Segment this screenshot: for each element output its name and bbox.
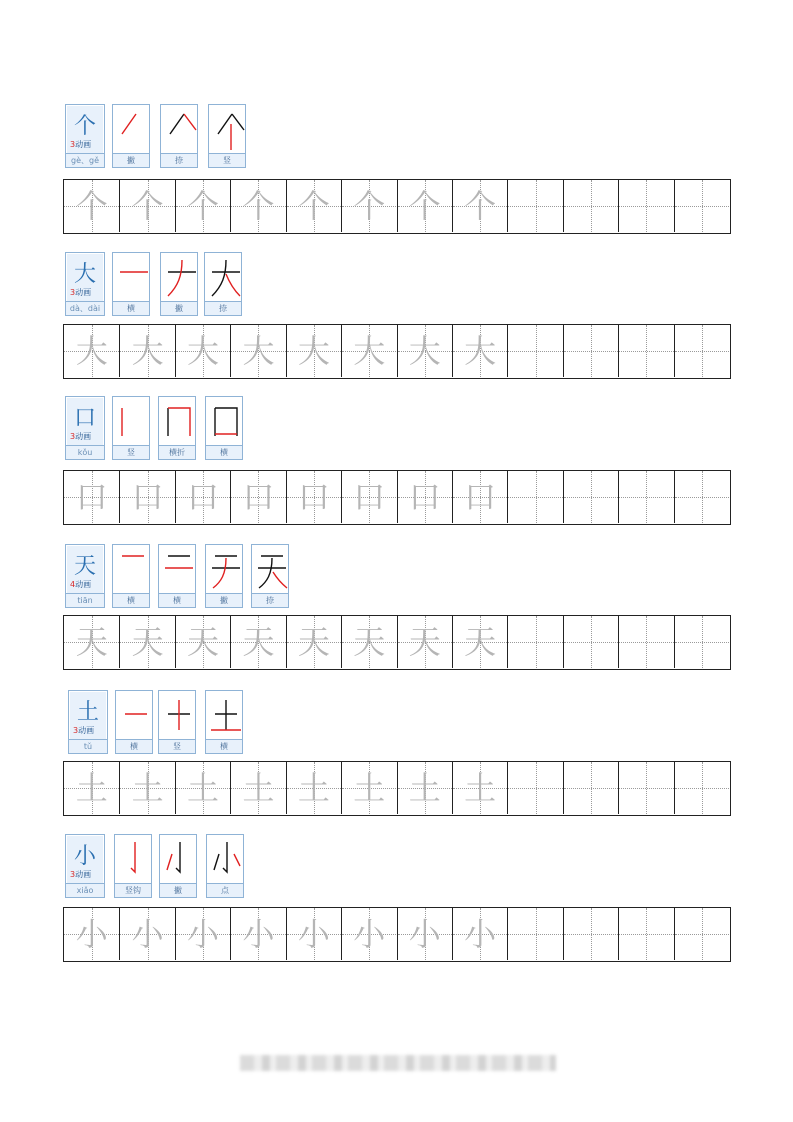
dotted-guide-vertical: [646, 762, 647, 814]
trace-character: 小: [75, 915, 108, 953]
practice-grid: [63, 470, 731, 525]
tracing-cell[interactable]: [452, 908, 507, 960]
blank-practice-cell[interactable]: [563, 908, 618, 960]
tracing-cell[interactable]: [341, 180, 396, 232]
dotted-guide-vertical: [536, 471, 537, 523]
tracing-cell[interactable]: [341, 762, 396, 814]
stroke-step-card: [112, 396, 150, 460]
trace-character: 小: [408, 915, 441, 953]
trace-character: 个: [297, 187, 330, 225]
previous-stroke: [170, 114, 184, 134]
blank-practice-cell[interactable]: [618, 471, 673, 523]
character-card[interactable]: [65, 252, 105, 316]
stroke-drawing: [210, 106, 246, 152]
trace-character: 大: [242, 332, 275, 370]
practice-grid: [63, 615, 731, 670]
tracing-cell[interactable]: [286, 325, 341, 377]
character-glyph: 小: [73, 844, 96, 869]
blank-practice-cell[interactable]: [563, 325, 618, 377]
blank-practice-cell[interactable]: [563, 762, 618, 814]
current-stroke: [122, 114, 136, 134]
trace-character: 个: [408, 187, 441, 225]
stroke-drawing: [114, 546, 150, 592]
previous-stroke: [223, 842, 227, 872]
stroke-drawing: [114, 106, 150, 152]
trace-character: 土: [187, 769, 220, 807]
stroke-drawing: [207, 546, 243, 592]
tracing-cell[interactable]: [397, 180, 452, 232]
blank-practice-cell[interactable]: [507, 471, 562, 523]
current-stroke: [226, 274, 240, 296]
tracing-cell[interactable]: [175, 616, 230, 668]
current-stroke: [168, 408, 190, 436]
tracing-cell[interactable]: [119, 616, 174, 668]
stroke-diagram: [162, 254, 196, 302]
previous-stroke: [215, 408, 237, 436]
stroke-diagram: [117, 692, 151, 740]
trace-character: 天: [75, 623, 108, 661]
tracing-cell[interactable]: [452, 471, 507, 523]
stroke-drawing: [253, 546, 289, 592]
stroke-drawing: [162, 106, 198, 152]
trace-character: 口: [242, 478, 275, 516]
tracing-cell[interactable]: [397, 471, 452, 523]
animation-label: 动画: [75, 288, 92, 297]
blank-practice-cell[interactable]: [507, 616, 562, 668]
tracing-cell[interactable]: [230, 616, 285, 668]
tracing-cell[interactable]: [341, 616, 396, 668]
blank-practice-cell[interactable]: [674, 180, 729, 232]
dotted-guide-vertical: [536, 325, 537, 377]
stroke-step-card: [205, 544, 243, 608]
pinyin-label: tǔ: [69, 739, 107, 753]
blank-practice-cell[interactable]: [507, 908, 562, 960]
tracing-cell[interactable]: [230, 325, 285, 377]
tracing-cell[interactable]: [64, 762, 119, 814]
blank-practice-cell[interactable]: [618, 908, 673, 960]
stroke-animation-link[interactable]: [73, 725, 94, 736]
trace-character: 天: [131, 623, 164, 661]
trace-character: 口: [353, 478, 386, 516]
stroke-step-card: [208, 104, 246, 168]
stroke-diagram: [114, 254, 148, 302]
character-box: [67, 398, 103, 446]
character-box: [67, 254, 103, 302]
tracing-cell[interactable]: [341, 325, 396, 377]
dotted-guide-vertical: [702, 762, 703, 814]
tracing-cell[interactable]: [175, 762, 230, 814]
practice-grid: [63, 179, 731, 234]
trace-character: 大: [131, 332, 164, 370]
trace-character: 大: [464, 332, 497, 370]
tracing-cell[interactable]: [175, 325, 230, 377]
animation-label: 动画: [78, 726, 95, 735]
stroke-diagram: [114, 106, 148, 154]
pinyin-label: tiān: [66, 593, 104, 607]
dotted-guide-vertical: [702, 908, 703, 960]
tracing-cell[interactable]: [230, 762, 285, 814]
stroke-name: 捺: [161, 153, 197, 167]
stroke-diagram: [160, 398, 194, 446]
pinyin-label: kǒu: [66, 445, 104, 459]
stroke-step-card: [159, 834, 197, 898]
stroke-diagram: [116, 836, 150, 884]
blank-practice-cell[interactable]: [507, 762, 562, 814]
dotted-guide-vertical: [591, 180, 592, 232]
character-card[interactable]: [65, 834, 105, 898]
stroke-name: 捺: [205, 301, 241, 315]
trace-character: 土: [408, 769, 441, 807]
tracing-cell[interactable]: [397, 762, 452, 814]
tracing-cell[interactable]: [452, 180, 507, 232]
stroke-name: 横: [113, 301, 149, 315]
stroke-step-card: [158, 396, 196, 460]
tracing-cell[interactable]: [175, 471, 230, 523]
stroke-step-card: [160, 104, 198, 168]
trace-character: 个: [353, 187, 386, 225]
blank-practice-cell[interactable]: [618, 762, 673, 814]
stroke-name: 横: [159, 593, 195, 607]
dotted-guide-vertical: [591, 762, 592, 814]
trace-character: 天: [353, 623, 386, 661]
stroke-diagram: [162, 106, 196, 154]
tracing-cell[interactable]: [286, 180, 341, 232]
stroke-drawing: [117, 692, 153, 738]
stroke-animation-link[interactable]: [70, 431, 91, 442]
tracing-cell[interactable]: [119, 325, 174, 377]
tracing-cell[interactable]: [286, 908, 341, 960]
dotted-guide-vertical: [646, 908, 647, 960]
dotted-guide-vertical: [591, 325, 592, 377]
stroke-diagram: [114, 398, 148, 446]
stroke-step-card: [160, 252, 198, 316]
dotted-guide-vertical: [536, 762, 537, 814]
tracing-cell[interactable]: [64, 180, 119, 232]
stroke-step-card: [112, 544, 150, 608]
character-glyph: 土: [76, 700, 99, 725]
stroke-name: 撇: [160, 883, 196, 897]
tracing-cell[interactable]: [341, 908, 396, 960]
trace-character: 口: [131, 478, 164, 516]
stroke-diagram: [253, 546, 287, 594]
tracing-cell[interactable]: [64, 616, 119, 668]
dotted-guide-vertical: [646, 471, 647, 523]
stroke-name: 横: [206, 445, 242, 459]
previous-stroke: [259, 558, 272, 588]
dotted-guide-vertical: [702, 471, 703, 523]
stroke-step-card: [205, 396, 243, 460]
stroke-step-card: [112, 104, 150, 168]
stroke-step-card: [158, 690, 196, 754]
current-stroke: [273, 572, 287, 588]
stroke-drawing: [160, 692, 196, 738]
tracing-cell[interactable]: [397, 616, 452, 668]
trace-character: 大: [75, 332, 108, 370]
stroke-diagram: [208, 836, 242, 884]
stroke-drawing: [114, 254, 150, 300]
dotted-guide-vertical: [591, 471, 592, 523]
blank-practice-cell[interactable]: [618, 180, 673, 232]
stroke-count: 3: [73, 726, 79, 735]
current-stroke: [234, 854, 240, 866]
blank-practice-cell[interactable]: [563, 471, 618, 523]
trace-character: 土: [353, 769, 386, 807]
trace-character: 小: [297, 915, 330, 953]
dotted-guide-vertical: [646, 616, 647, 668]
stroke-name: 撇: [161, 301, 197, 315]
practice-grid: [63, 324, 731, 379]
blank-practice-cell[interactable]: [563, 180, 618, 232]
trace-character: 口: [408, 478, 441, 516]
stroke-name: 横: [116, 739, 152, 753]
character-card[interactable]: [68, 690, 108, 754]
character-box: [70, 692, 106, 740]
trace-character: 大: [408, 332, 441, 370]
blurred-footer-watermark: [240, 1055, 556, 1071]
character-card[interactable]: [65, 104, 105, 168]
character-card[interactable]: [65, 544, 105, 608]
stroke-animation-link[interactable]: [70, 139, 91, 150]
animation-label: 动画: [75, 432, 92, 441]
tracing-cell[interactable]: [230, 471, 285, 523]
stroke-step-card: [205, 690, 243, 754]
trace-character: 大: [187, 332, 220, 370]
tracing-cell[interactable]: [341, 471, 396, 523]
trace-character: 口: [75, 478, 108, 516]
trace-character: 小: [187, 915, 220, 953]
animation-label: 动画: [75, 140, 92, 149]
tracing-cell[interactable]: [452, 325, 507, 377]
stroke-animation-link[interactable]: [70, 869, 91, 880]
stroke-drawing: [114, 398, 150, 444]
stroke-name: 撇: [113, 153, 149, 167]
stroke-count: 3: [70, 140, 76, 149]
tracing-cell[interactable]: [286, 616, 341, 668]
dotted-guide-vertical: [702, 616, 703, 668]
tracing-cell[interactable]: [64, 325, 119, 377]
stroke-count: 3: [70, 432, 76, 441]
trace-character: 天: [408, 623, 441, 661]
tracing-cell[interactable]: [397, 908, 452, 960]
stroke-name: 竖: [113, 445, 149, 459]
stroke-diagram: [207, 692, 241, 740]
blank-practice-cell[interactable]: [507, 180, 562, 232]
tracing-cell[interactable]: [286, 471, 341, 523]
stroke-count: 3: [70, 870, 76, 879]
trace-character: 个: [75, 187, 108, 225]
trace-character: 个: [242, 187, 275, 225]
dotted-guide-vertical: [702, 180, 703, 232]
stroke-diagram: [161, 836, 195, 884]
dotted-guide-vertical: [536, 180, 537, 232]
trace-character: 天: [242, 623, 275, 661]
blank-practice-cell[interactable]: [507, 325, 562, 377]
trace-character: 天: [297, 623, 330, 661]
stroke-diagram: [206, 254, 240, 302]
dotted-guide-vertical: [591, 616, 592, 668]
previous-stroke: [214, 854, 219, 870]
trace-character: 小: [353, 915, 386, 953]
tracing-cell[interactable]: [452, 616, 507, 668]
tracing-cell[interactable]: [119, 180, 174, 232]
current-stroke: [131, 842, 135, 872]
pinyin-label: xiǎo: [66, 883, 104, 897]
blank-practice-cell[interactable]: [674, 908, 729, 960]
animation-label: 动画: [75, 870, 92, 879]
tracing-cell[interactable]: [175, 180, 230, 232]
trace-character: 口: [187, 478, 220, 516]
tracing-cell[interactable]: [64, 908, 119, 960]
tracing-cell[interactable]: [64, 471, 119, 523]
previous-stroke: [218, 114, 232, 134]
animation-label: 动画: [75, 580, 92, 589]
stroke-diagram: [160, 692, 194, 740]
stroke-name: 点: [207, 883, 243, 897]
blank-practice-cell[interactable]: [674, 325, 729, 377]
previous-stroke: [212, 260, 226, 296]
stroke-diagram: [160, 546, 194, 594]
stroke-drawing: [160, 546, 196, 592]
trace-character: 土: [75, 769, 108, 807]
stroke-step-card: [114, 834, 152, 898]
character-glyph: 口: [73, 406, 96, 431]
stroke-drawing: [162, 254, 198, 300]
pinyin-label: dà、dài: [66, 301, 104, 315]
stroke-count: 4: [70, 580, 76, 589]
character-box: [67, 106, 103, 154]
trace-character: 个: [131, 187, 164, 225]
stroke-name: 横折: [159, 445, 195, 459]
dotted-guide-vertical: [702, 325, 703, 377]
stroke-step-card: [112, 252, 150, 316]
character-card[interactable]: [65, 396, 105, 460]
stroke-drawing: [206, 254, 242, 300]
trace-character: 土: [242, 769, 275, 807]
stroke-name: 横: [206, 739, 242, 753]
stroke-step-card: [204, 252, 242, 316]
dotted-guide-vertical: [536, 908, 537, 960]
blank-practice-cell[interactable]: [618, 325, 673, 377]
stroke-diagram: [114, 546, 148, 594]
tracing-cell[interactable]: [230, 180, 285, 232]
tracing-cell[interactable]: [452, 762, 507, 814]
tracing-cell[interactable]: [286, 762, 341, 814]
stroke-step-card: [251, 544, 289, 608]
stroke-diagram: [207, 546, 241, 594]
current-stroke: [213, 558, 226, 588]
practice-grid: [63, 907, 731, 962]
stroke-step-card: [206, 834, 244, 898]
character-glyph: 个: [73, 114, 96, 139]
tracing-cell[interactable]: [119, 908, 174, 960]
tracing-cell[interactable]: [397, 325, 452, 377]
stroke-count: 3: [70, 288, 76, 297]
stroke-drawing: [207, 398, 243, 444]
character-box: [67, 546, 103, 594]
trace-character: 小: [242, 915, 275, 953]
current-stroke: [184, 114, 196, 130]
previous-stroke: [176, 842, 180, 872]
trace-character: 天: [187, 623, 220, 661]
practice-grid: [63, 761, 731, 816]
stroke-name: 撇: [206, 593, 242, 607]
current-stroke: [167, 854, 172, 870]
stroke-animation-link[interactable]: [70, 287, 91, 298]
stroke-drawing: [207, 692, 243, 738]
trace-character: 大: [297, 332, 330, 370]
blank-practice-cell[interactable]: [674, 616, 729, 668]
character-box: [67, 836, 103, 884]
blank-practice-cell[interactable]: [674, 471, 729, 523]
stroke-name: 捺: [252, 593, 288, 607]
stroke-animation-link[interactable]: [70, 579, 91, 590]
pinyin-label: gè、gě: [66, 153, 104, 167]
tracing-cell[interactable]: [119, 471, 174, 523]
stroke-name: 竖: [159, 739, 195, 753]
stroke-drawing: [161, 836, 197, 882]
tracing-cell[interactable]: [119, 762, 174, 814]
stroke-step-card: [115, 690, 153, 754]
trace-character: 个: [187, 187, 220, 225]
trace-character: 小: [131, 915, 164, 953]
stroke-drawing: [160, 398, 196, 444]
stroke-diagram: [210, 106, 244, 154]
blank-practice-cell[interactable]: [674, 762, 729, 814]
dotted-guide-vertical: [591, 908, 592, 960]
stroke-name: 横: [113, 593, 149, 607]
stroke-drawing: [208, 836, 244, 882]
dotted-guide-vertical: [646, 180, 647, 232]
trace-character: 小: [464, 915, 497, 953]
dotted-guide-vertical: [646, 325, 647, 377]
tracing-cell[interactable]: [230, 908, 285, 960]
trace-character: 大: [353, 332, 386, 370]
previous-stroke: [232, 114, 244, 130]
tracing-cell[interactable]: [175, 908, 230, 960]
stroke-diagram: [207, 398, 241, 446]
character-glyph: 天: [73, 554, 96, 579]
trace-character: 口: [464, 478, 497, 516]
stroke-name: 竖: [209, 153, 245, 167]
current-stroke: [168, 260, 182, 296]
trace-character: 土: [297, 769, 330, 807]
trace-character: 个: [464, 187, 497, 225]
blank-practice-cell[interactable]: [618, 616, 673, 668]
trace-character: 土: [131, 769, 164, 807]
trace-character: 天: [464, 623, 497, 661]
dotted-guide-vertical: [536, 616, 537, 668]
trace-character: 土: [464, 769, 497, 807]
stroke-step-card: [158, 544, 196, 608]
stroke-name: 竖钩: [115, 883, 151, 897]
stroke-drawing: [116, 836, 152, 882]
trace-character: 口: [297, 478, 330, 516]
blank-practice-cell[interactable]: [563, 616, 618, 668]
character-glyph: 大: [73, 262, 96, 287]
